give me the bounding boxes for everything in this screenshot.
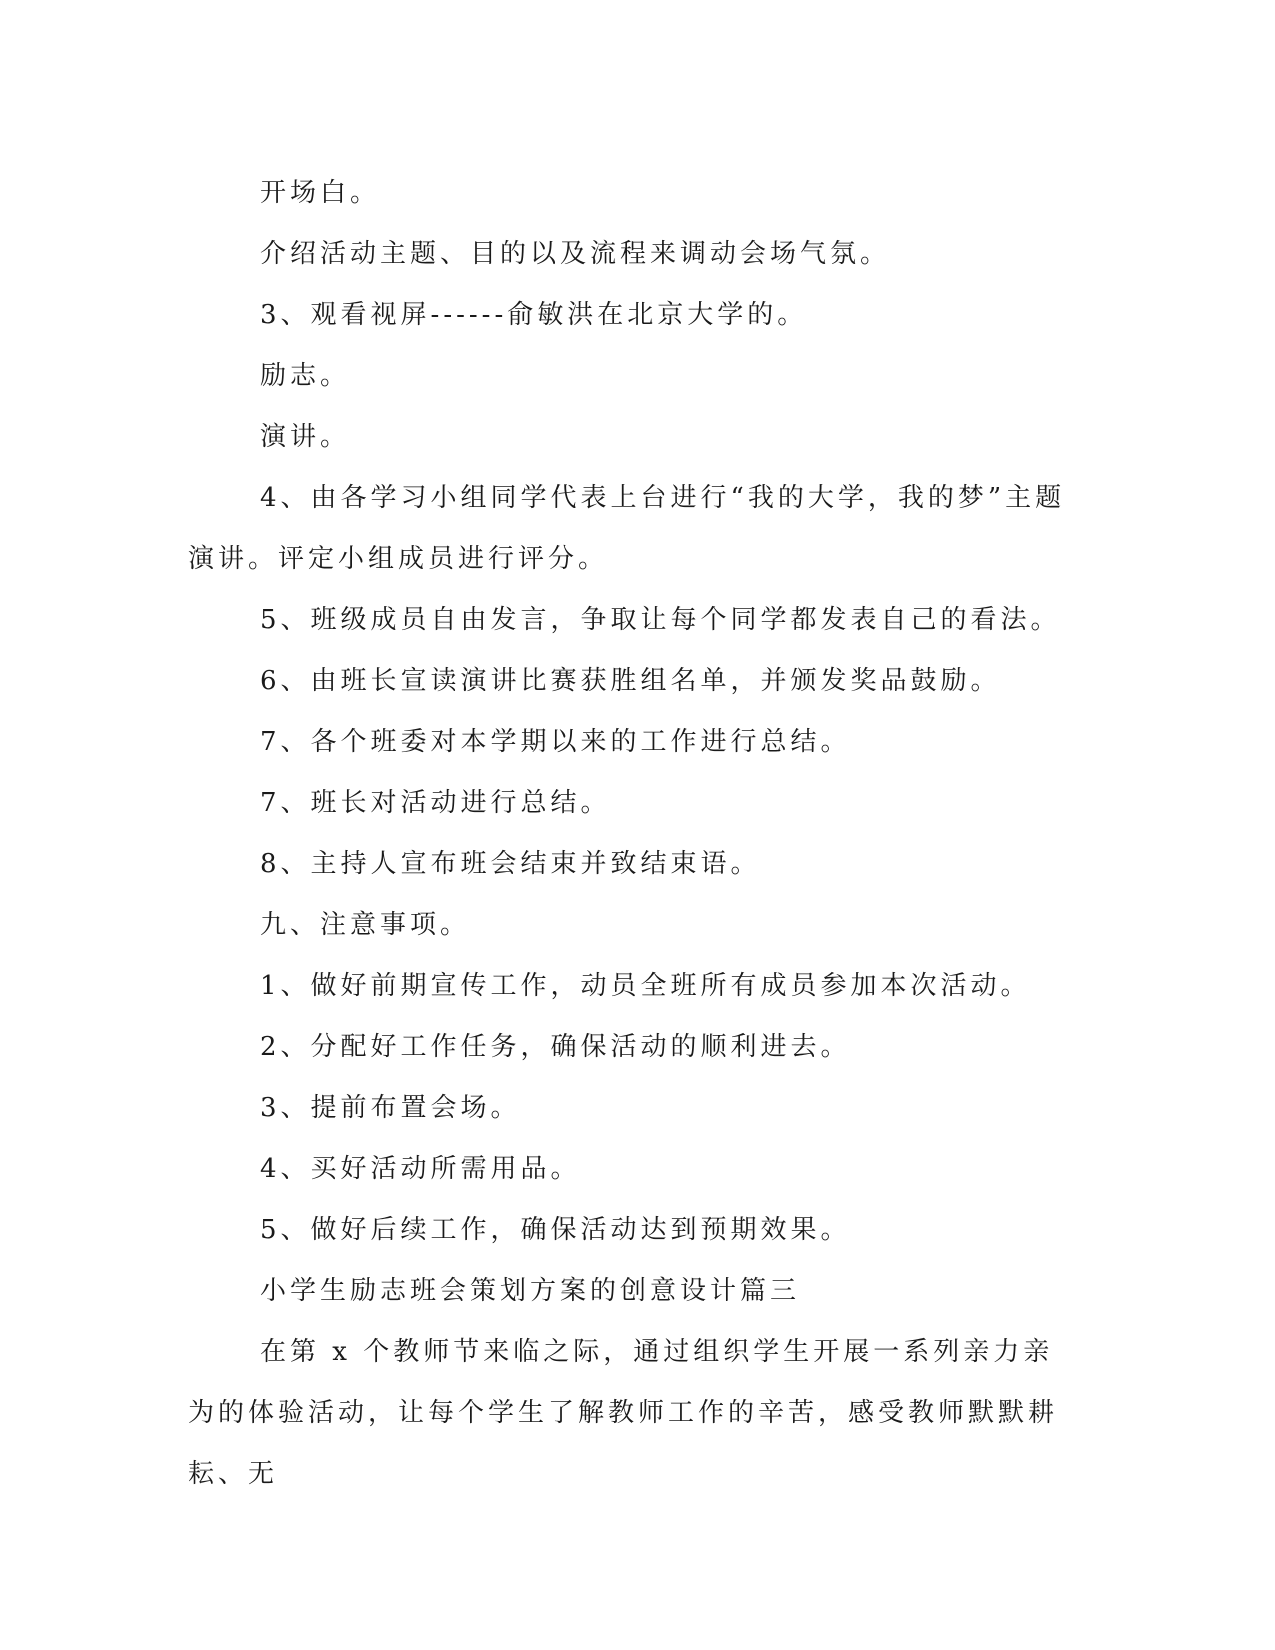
section-title-part-3: 小学生励志班会策划方案的创意设计篇三 bbox=[260, 1276, 801, 1306]
paragraph-note-2: 2、分配好工作任务，确保活动的顺利进去。 bbox=[260, 1032, 851, 1062]
paragraph-speech: 演讲。 bbox=[260, 422, 351, 452]
paragraph-item-8: 8、主持人宣布班会结束并致结束语。 bbox=[260, 849, 761, 879]
paragraph-note-5: 5、做好后续工作，确保活动达到预期效果。 bbox=[260, 1215, 851, 1245]
paragraph-note-1: 1、做好前期宣传工作，动员全班所有成员参加本次活动。 bbox=[260, 971, 1031, 1001]
paragraph-intro: 介绍活动主题、目的以及流程来调动会场气氛。 bbox=[260, 239, 891, 269]
paragraph-item-7b: 7、班长对活动进行总结。 bbox=[260, 788, 611, 818]
paragraph-teachers-day: 在第 x 个教师节来临之际，通过组织学生开展一系列亲力亲为的体验活动，让每个学生了解教师工作的辛苦，感受教师默默耕耘、无 bbox=[188, 1337, 1059, 1489]
paragraph-item-3: 3、观看视屏------俞敏洪在北京大学的。 bbox=[260, 300, 808, 330]
paragraph-note-4: 4、买好活动所需用品。 bbox=[260, 1154, 581, 1184]
paragraph-item-5: 5、班级成员自由发言，争取让每个同学都发表自己的看法。 bbox=[260, 605, 1061, 635]
paragraph-item-6: 6、由班长宣读演讲比赛获胜组名单，并颁发奖品鼓励。 bbox=[260, 666, 1001, 696]
paragraph-item-7a: 7、各个班委对本学期以来的工作进行总结。 bbox=[260, 727, 851, 757]
section-heading-notes: 九、注意事项。 bbox=[260, 910, 471, 940]
paragraph-inspire: 励志。 bbox=[260, 361, 351, 391]
paragraph-note-3: 3、提前布置会场。 bbox=[260, 1093, 521, 1123]
paragraph-item-4: 4、由各学习小组同学代表上台进行“我的大学，我的梦”主题演讲。评定小组成员进行评分。 bbox=[188, 483, 1066, 574]
paragraph-opening: 开场白。 bbox=[260, 178, 381, 208]
document-body bbox=[188, 163, 1068, 1505]
